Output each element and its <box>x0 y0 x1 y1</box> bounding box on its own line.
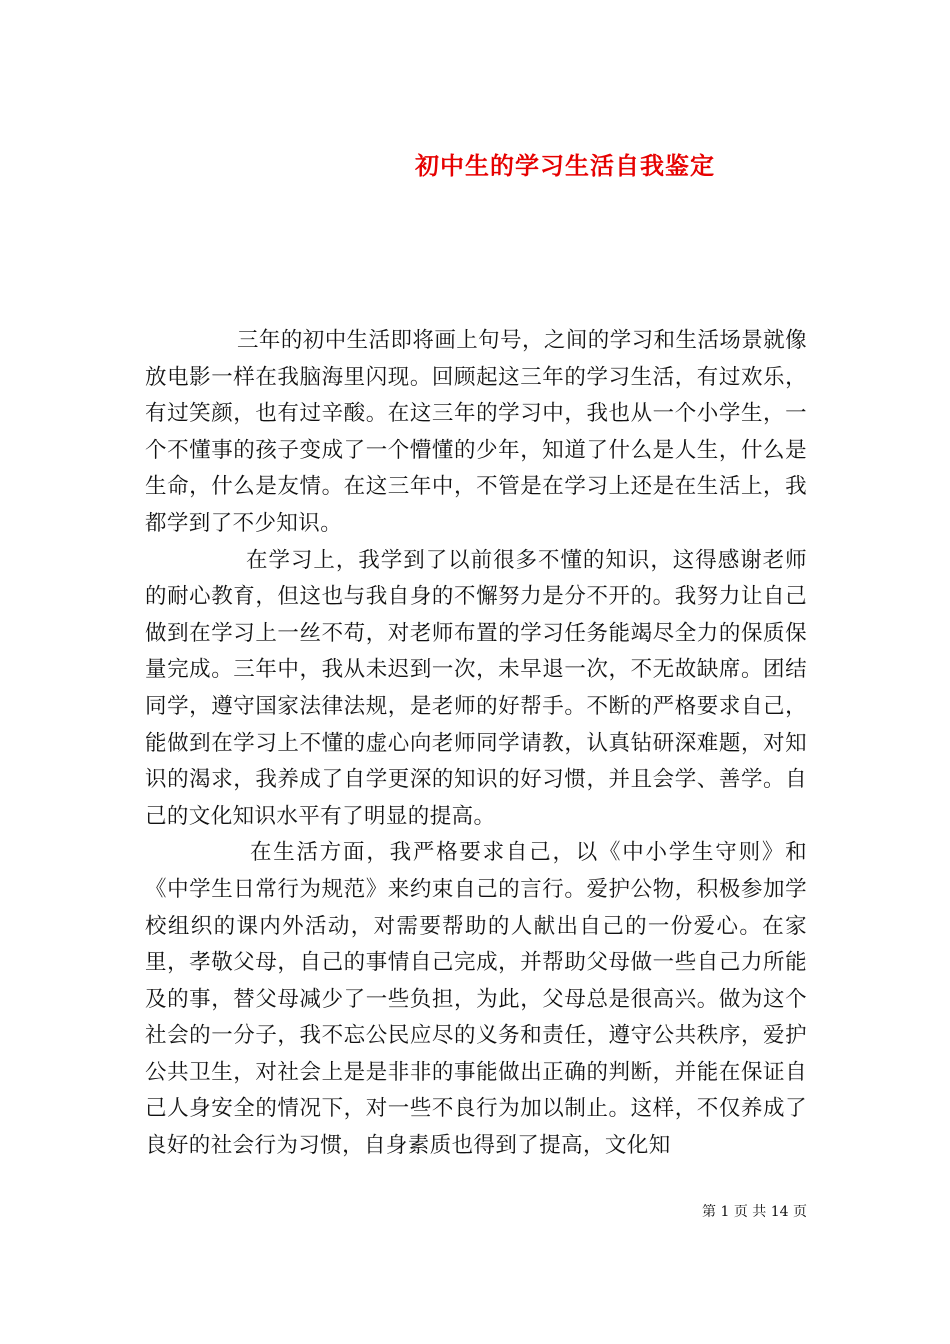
document-body <box>145 323 807 1165</box>
page-title: 初中生的学习生活自我鉴定 <box>415 151 715 181</box>
paragraph-2: 在学习上，我学到了以前很多不懂的知识，这得感谢老师的耐心教育，但这也与我自身的不懈努力是分不开的。我努力让自己做到在学习上一丝不苟，对老师布置的学习任务能竭尽全力的保质保量完成。三年中，我从未迟到一次，未早退一次，不无故缺席。团结同学，遵守国家法律法规，是老师的好帮手。不断的严格要求自己，能做到在学习上不懂的虚心向老师同学请教，认真钻研深难题，对知识的渴求，我养成了自学更深的知识的好习惯，并且会学、善学。自己的文化知识水平有了明显的提高。 <box>145 547 807 829</box>
paragraph-1: 三年的初中生活即将画上句号，之间的学习和生活场景就像放电影一样在我脑海里闪现。回顾起这三年的学习生活，有过欢乐，有过笑颜，也有过辛酸。在这三年的学习中，我也从一个小学生，一个不懂事的孩子变成了一个懵懂的少年，知道了什么是人生，什么是生命，什么是友情。在这三年中，不管是在学习上还是在生活上，我都学到了不少知识。 <box>145 328 807 536</box>
paragraph-3: 在生活方面，我严格要求自己，以《中小学生守则》和《中学生日常行为规范》来约束自己的言行。爱护公物，积极参加学校组织的课内外活动，对需要帮助的人献出自己的一份爱心。在家里，孝敬父母，自己的事情自己完成，并帮助父母做一些自己力所能及的事，替父母减少了一些负担，为此，父母总是很高兴。做为这个社会的一分子，我不忘公民应尽的义务和责任，遵守公共秩序，爱护公共卫生，对社会上是是非非的事能做出正确的判断，并能在保证自己人身安全的情况下，对一些不良行为加以制止。这样，不仅养成了良好的社会行为习惯，自身素质也得到了提高，文化知 <box>145 840 807 1159</box>
page-number-footer: 第 1 页 共 14 页 <box>702 1204 807 1220</box>
